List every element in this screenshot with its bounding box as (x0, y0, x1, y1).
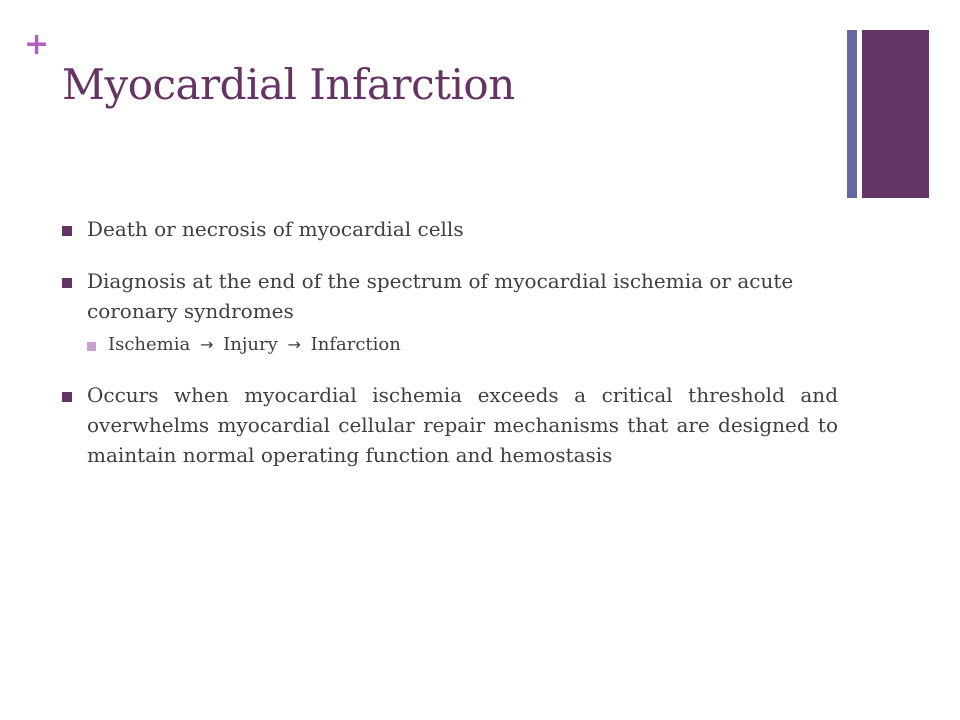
slide-title: Myocardial Infarction (62, 60, 515, 109)
sub-bullet-item (87, 332, 838, 358)
sub-bullet-step-ischemia: Ischemia (108, 334, 191, 355)
square-sub-bullet-icon (87, 342, 96, 351)
bullet-text: Occurs when myocardial ischemia exceeds a critical threshold and overwhelms myocardial cellular repair mechanisms that are designed to maintain normal operating function and hemostasis (87, 383, 838, 467)
square-bullet-icon (62, 278, 72, 288)
plus-icon: + (24, 27, 50, 62)
arrow-right-icon: → (287, 335, 301, 354)
bullet-item (62, 266, 838, 326)
square-bullet-icon (62, 226, 72, 236)
bullet-item (62, 380, 838, 470)
square-bullet-icon (62, 392, 72, 402)
arrow-right-icon: → (199, 335, 214, 354)
decorative-bar-thin (847, 30, 857, 198)
bullet-text: Diagnosis at the end of the spectrum of myocardial ischemia or acute coronary syndromes (87, 269, 794, 323)
bullet-list (62, 214, 838, 492)
bullet-text: Death or necrosis of myocardial cells (87, 217, 464, 241)
sub-bullet-step-infarction: Infarction (310, 334, 401, 355)
decorative-bar-wide (862, 30, 929, 198)
sub-bullet-step-injury: Injury (223, 334, 278, 355)
bullet-item (62, 214, 838, 244)
